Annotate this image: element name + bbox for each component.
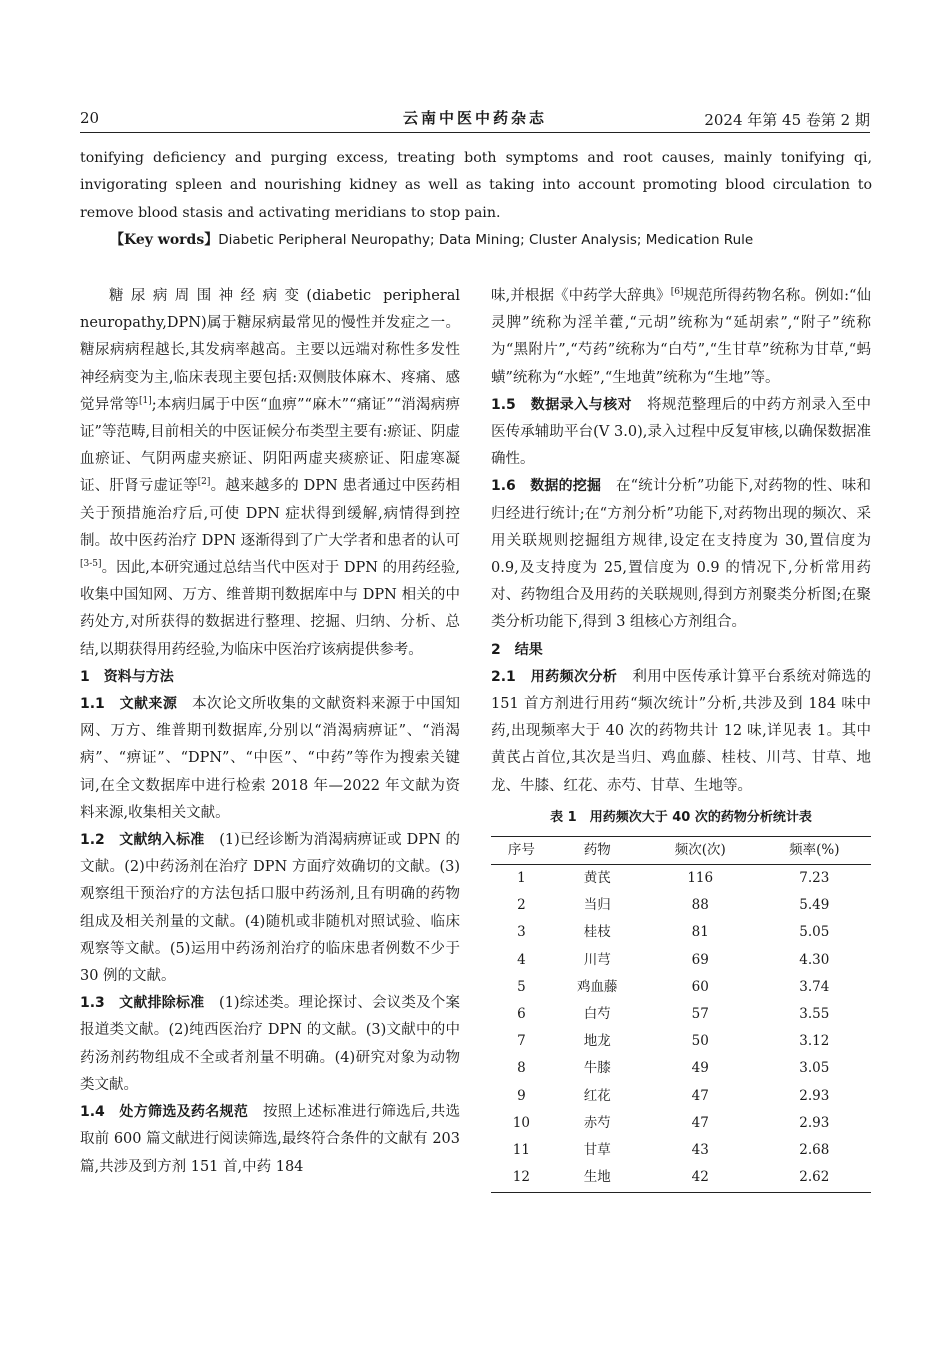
cell-rate: 3.55	[799, 1006, 830, 1023]
section-1-3: 1.3 文献排除标准 (1)综述类。理论探讨、会议类及个案报道类文献。(2)纯西医治疗 DPN 的文献。(3)文献中的中药汤剂药物组成不全或者剂量不明确。(4)研究对象为动物类文献。	[80, 995, 460, 1093]
keywords-text: Diabetic Peripheral Neuropathy; Data Mining; Cluster Analysis; Medication Rule	[218, 231, 754, 248]
table-row	[491, 919, 871, 946]
cell-rate: 7.23	[799, 870, 830, 887]
section-1-6: 1.6 数据的挖掘 在“统计分析”功能下,对药物的性、味和归经进行统计;在“方剂分析”功能下,对药物出现的频次、采用关联规则挖掘组方规律,设定在支持度为 30,置信度为 0.9,及支持度为 25,置信度为 0.9 的情况下,分析常用药对、药物组合及用药的关联规则,得到方剂聚类分析图;在聚类分析功能下,得到 3 组核心方剂组合。	[491, 478, 871, 631]
intro-paragraph: 糖尿病周围神经病变(diabetic peripheral neuropathy,DPN)属于糖尿病最常见的慢性并发症之一。糖尿病病程越长,其发病率越高。主要以远端对称性多发性神经病变为主,临床表现主要包括:双侧肢体麻木、疼痛、感觉异常等[1];本病归属于中医“血痹”“麻木”“痛证”“消渴病痹证”等范畴,目前相关的中医证候分布类型主要有:瘀证、阴虚血瘀证、气阴两虚夹瘀证、阴阳两虚夹痰瘀证、阳虚寒凝证、肝肾亏虚证等[2]。越来越多的 DPN 患者通过中医药相关于预措施治疗后,可使 DPN 症状得到缓解,病情得到控制。故中医药治疗 DPN 逐渐得到了广大学者和患者的认可[3-5]。因此,本研究通过总结当代中医对于 DPN 的用药经验,收集中国知网、万方、维普期刊数据库中与 DPN 相关的中药处方,对所获得的数据进行整理、挖掘、归纳、分析、总结,以期获得用药经验,为临床中医治疗该病提供参考。	[80, 288, 461, 658]
cell-count: 81	[691, 924, 709, 941]
section-1-5: 1.5 数据录入与核对 将规范整理后的中药方剂录入至中医传承辅助平台(V 3.0),录入过程中反复审核,以确保数据准确性。	[491, 396, 871, 468]
cell-count: 50	[691, 1033, 709, 1050]
cell-index: 2	[517, 897, 526, 914]
cell-rate: 2.68	[799, 1142, 830, 1159]
section-1-4-continued: 味,并根据《中药学大辞典》[6]规范所得药物名称。例如:“仙灵脾”统称为淫羊藿,“元胡”统称为“延胡索”,“附子”统称为“黑附片”,“芍药”统称为“白芍”,“生甘草”统称为甘草,“蚂蟥”统称为“水蛭”,“生地黄”统称为“生地”等。	[491, 287, 871, 386]
cell-index: 3	[517, 924, 526, 941]
table-row	[491, 1083, 871, 1110]
cell-index: 6	[517, 1006, 526, 1023]
abstract-tail: tonifying deficiency and purging excess, treating both symptoms and root causes, mainly tonifying qi, invigorating spleen and nourishing kidney as well as taking into account promoting blood circulation to remove blood stasis and activating meridians to stop pain.	[80, 150, 872, 221]
table-row	[491, 947, 871, 974]
section-1-heading: 1 资料与方法	[80, 668, 174, 685]
cell-drug: 白芍	[583, 1006, 611, 1023]
section-2-1-heading: 2.1 用药频次分析	[491, 668, 618, 685]
table-row	[491, 1001, 871, 1028]
cell-index: 11	[512, 1142, 530, 1159]
table-row	[491, 1164, 871, 1192]
col-header-count: 频次(次)	[674, 841, 726, 858]
cell-rate: 3.74	[799, 978, 830, 995]
left-column	[80, 283, 460, 1181]
cell-count: 69	[691, 951, 709, 968]
page-number: 20	[80, 109, 100, 127]
cell-count: 47	[691, 1114, 709, 1131]
cell-rate: 2.62	[799, 1169, 830, 1186]
section-1-4-heading: 1.4 处方筛选及药名规范	[80, 1104, 249, 1121]
cell-index: 5	[517, 978, 526, 995]
citation-1: [1]	[138, 395, 152, 406]
section-1-5-heading: 1.5 数据录入与核对	[491, 396, 632, 413]
citation-3-5: [3-5]	[80, 559, 102, 570]
table-row	[491, 974, 871, 1001]
right-column	[491, 283, 871, 1193]
section-1-6-heading: 1.6 数据的挖掘	[491, 478, 602, 495]
section-1-1: 1.1 文献来源 本次论文所收集的文献资料来源于中国知网、万方、维普期刊数据库,分别以“消渴病痹证”、“消渴病”、“痹证”、“DPN”、“中医”、“中药”等作为搜索关键词,在全文数据库中进行检索 2018 年—2022 年文献为资料来源,收集相关文献。	[80, 696, 460, 821]
cell-index: 8	[517, 1060, 526, 1077]
cell-drug: 赤芍	[583, 1114, 611, 1131]
section-1-3-heading: 1.3 文献排除标准	[80, 995, 205, 1012]
cell-rate: 5.05	[799, 924, 830, 941]
cell-drug: 当归	[583, 897, 611, 914]
col-header-drug: 药物	[583, 841, 611, 858]
cell-drug: 生地	[583, 1169, 611, 1186]
cell-count: 116	[687, 870, 714, 887]
cell-drug: 鸡血藤	[577, 978, 618, 995]
table-caption: 表 1 用药频次大于 40 次的药物分析统计表	[550, 809, 812, 825]
section-1-2: 1.2 文献纳入标准 (1)已经诊断为消渴病痹证或 DPN 的文献。(2)中药汤剂在治疗 DPN 方面疗效确切的文献。(3)观察组干预治疗的方法包括口服中药汤剂,且有明确的药物组成及相关剂量的文献。(4)随机或非随机对照试验、临床观察等文献。(5)运用中药汤剂治疗的临床患者例数不少于 30 例的文献。	[80, 832, 460, 985]
cell-count: 43	[691, 1142, 709, 1159]
section-1-2-heading: 1.2 文献纳入标准	[80, 832, 205, 849]
cell-count: 60	[691, 978, 709, 995]
cell-drug: 甘草	[583, 1142, 611, 1159]
cell-drug: 川芎	[583, 951, 611, 968]
cell-index: 7	[517, 1033, 526, 1050]
cell-count: 42	[691, 1169, 709, 1186]
citation-6: [6]	[670, 287, 684, 298]
cell-rate: 5.49	[799, 897, 830, 914]
table-header-row	[491, 836, 871, 864]
cell-index: 10	[512, 1114, 530, 1131]
cell-rate: 2.93	[799, 1087, 830, 1104]
cell-index: 12	[512, 1169, 530, 1186]
table-row	[491, 1055, 871, 1082]
cell-count: 49	[691, 1060, 709, 1077]
table-row	[491, 865, 871, 893]
cell-drug: 黄芪	[583, 870, 611, 887]
issue-info: 2024 年第 45 卷第 2 期	[704, 111, 870, 129]
cell-rate: 4.30	[799, 951, 830, 968]
section-1-1-heading: 1.1 文献来源	[80, 696, 178, 713]
cell-count: 88	[691, 897, 709, 914]
keywords	[80, 227, 872, 254]
table-row	[491, 1028, 871, 1055]
cell-rate: 2.93	[799, 1114, 830, 1131]
cell-count: 57	[691, 1006, 709, 1023]
col-header-rate: 频率(%)	[789, 841, 840, 858]
section-2-heading: 2 结果	[491, 641, 543, 658]
cell-count: 47	[691, 1087, 709, 1104]
section-2-1: 2.1 用药频次分析 利用中医传承计算平台系统对筛选的 151 首方剂进行用药“频次统计”分析,共涉及到 184 味中药,出现频率大于 40 次的药物共计 12 味,详见表 1。其中黄芪占首位,其次是当归、鸡血藤、桂枝、川芎、甘草、地龙、牛膝、红花、赤芍、甘草、生地等。	[491, 668, 871, 794]
running-header	[80, 106, 870, 133]
cell-drug: 牛膝	[583, 1060, 611, 1077]
cell-drug: 红花	[583, 1087, 611, 1104]
frequency-table	[491, 836, 871, 1193]
journal-title: 云南中医中药杂志	[402, 109, 547, 127]
cell-index: 1	[517, 870, 526, 887]
citation-2: [2]	[197, 477, 211, 488]
cell-drug: 桂枝	[583, 924, 611, 941]
table-row	[491, 892, 871, 919]
cell-index: 9	[517, 1087, 526, 1104]
table-row	[491, 1137, 871, 1164]
cell-rate: 3.12	[799, 1033, 830, 1050]
cell-index: 4	[517, 951, 526, 968]
cell-rate: 3.05	[799, 1060, 830, 1077]
col-header-index: 序号	[507, 841, 535, 858]
section-1-4: 1.4 处方筛选及药名规范 按照上述标准进行筛选后,共选取前 600 篇文献进行阅读筛选,最终符合条件的文献有 203 篇,共涉及到方剂 151 首,中药 184	[80, 1104, 460, 1175]
cell-drug: 地龙	[583, 1033, 611, 1050]
keywords-label: 【Key words】	[110, 231, 219, 248]
table-row	[491, 1110, 871, 1137]
english-abstract	[80, 145, 872, 254]
